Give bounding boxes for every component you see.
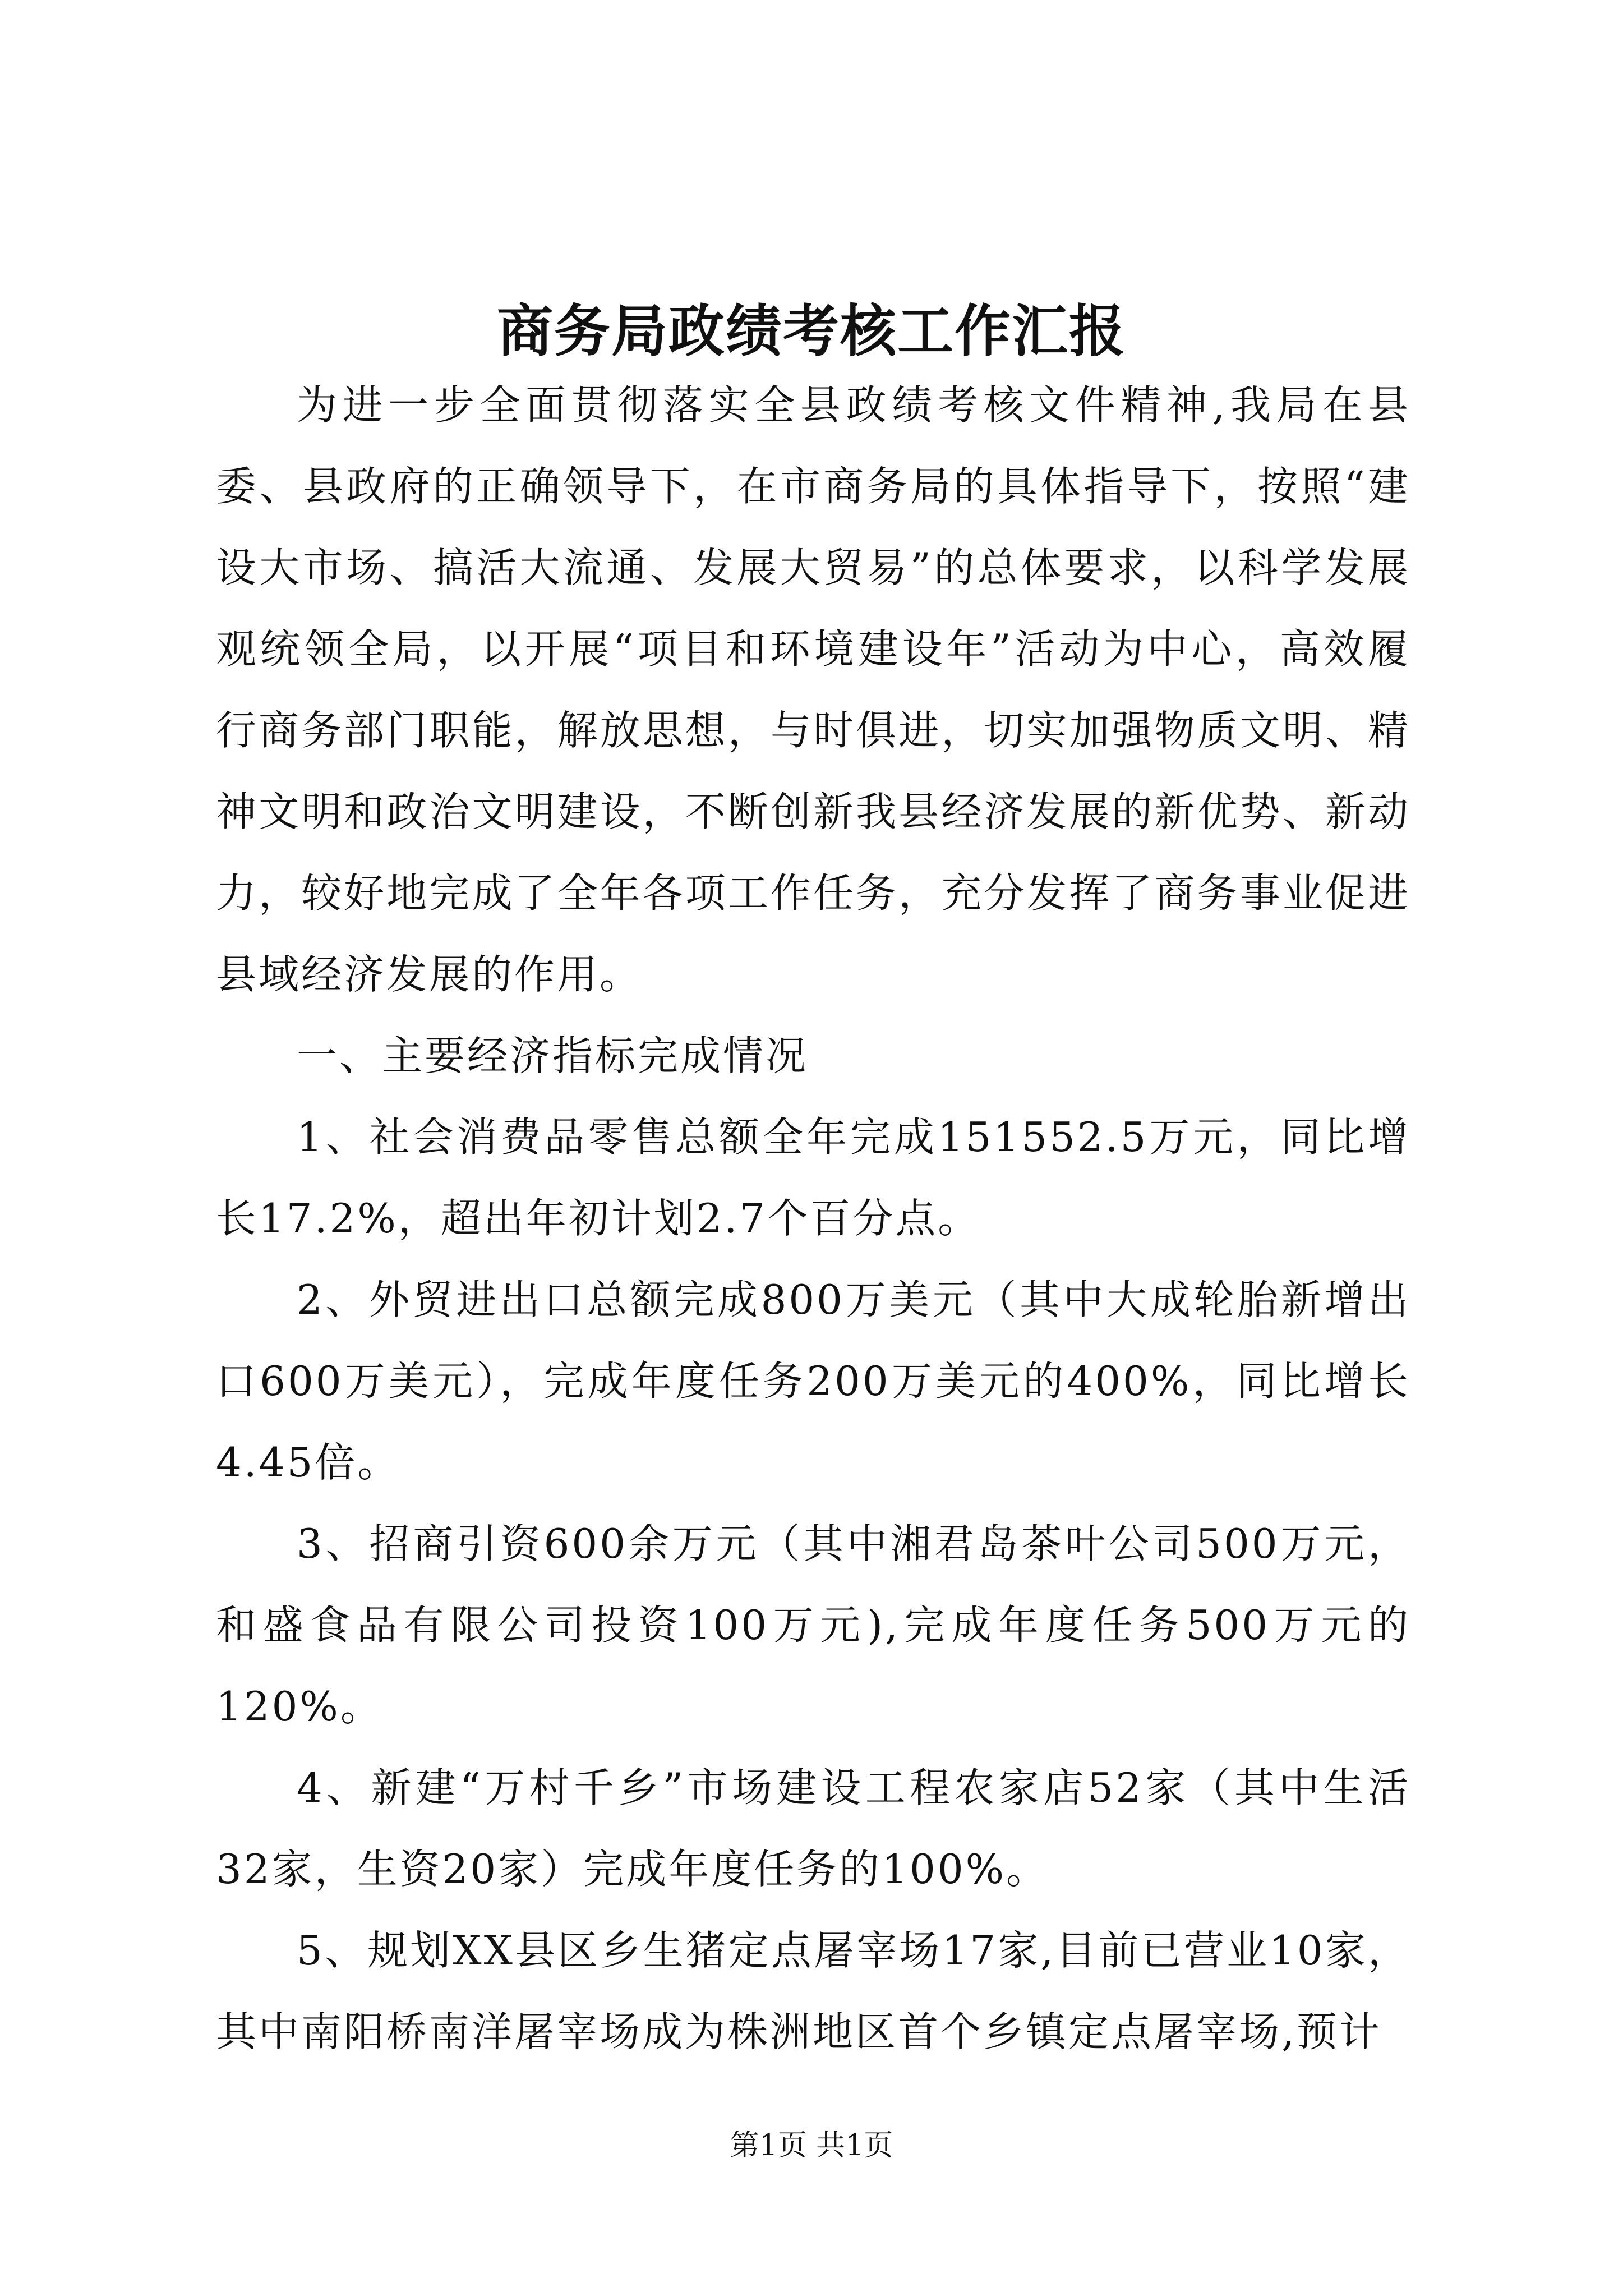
document-title: 商务局政绩考核工作汇报 bbox=[497, 298, 1126, 364]
page-footer: 第1页 共1页 bbox=[730, 2129, 893, 2162]
list-item-5: 5、规划XX县区乡生猪定点屠宰场17家,目前已营业10家，其中南阳桥南洋屠宰场成为株洲地区首个乡镇定点屠宰场,预计 bbox=[216, 1927, 1410, 2055]
list-item-4: 4、新建“万村千乡”市场建设工程农家店52家（其中生活32家，生资20家）完成年度任务的100%。 bbox=[216, 1764, 1410, 1893]
list-item-1: 1、社会消费品零售总额全年完成151552.5万元，同比增长17.2%，超出年初计划2.7个百分点。 bbox=[216, 1114, 1410, 1242]
section-heading: 一、主要经济指标完成情况 bbox=[297, 1032, 809, 1079]
list-item-2: 2、外贸进出口总额完成800万美元（其中大成轮胎新增出口600万美元），完成年度任务200万美元的400%，同比增长4.45倍。 bbox=[216, 1276, 1410, 1486]
intro-paragraph: 为进一步全面贯彻落实全县政绩考核文件精神,我局在县委、县政府的正确领导下，在市商务局的具体指导下，按照“建设大市场、搞活大流通、发展大贸易”的总体要求，以科学发展观统领全局，以开展“项目和环境建设年”活动为中心，高效履行商务部门职能，解放思想，与时俱进，切实加强物质文明、精神文明和政治文明建设，不断创新我县经济发展的新优势、新动力，较好地完成了全年各项工作任务，充分发挥了商务事业促进县域经济发展的作用。 bbox=[216, 381, 1410, 998]
document-body bbox=[216, 365, 1410, 2073]
list-item-3: 3、招商引资600余万元（其中湘君岛茶叶公司500万元，和盛食品有限公司投资100万元),完成年度任务500万元的120%。 bbox=[216, 1520, 1410, 1730]
